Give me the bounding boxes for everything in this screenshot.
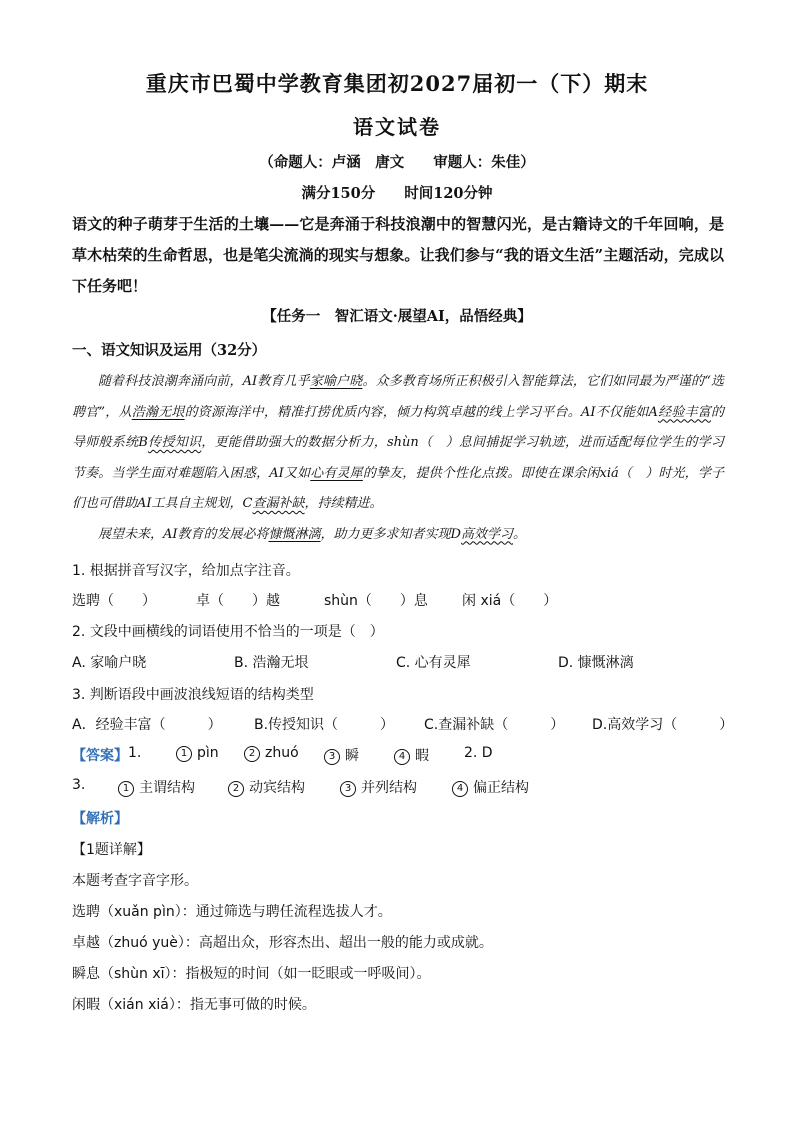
answer-value: 并列结构 xyxy=(361,780,417,796)
question-1-stem: 1. 根据拼音写汉字，给加点字注音。 xyxy=(72,563,300,579)
circled-number: 2 xyxy=(228,781,244,797)
passage-text: 的资源海洋中，精准打捞优质内容，倾力构筑卓越的线上学习平台。AI不仅能如A xyxy=(184,404,658,420)
analysis-line-2: 选聘（xuǎn pìn）：通过筛选与聘任流程选拔人才。 xyxy=(72,904,392,920)
wavy-phrase: 高效学习 xyxy=(460,526,513,542)
analysis-line-3: 卓越（zhuó yuè）：高超出众，形容杰出、超出一般的能力或成就。 xyxy=(72,935,493,951)
answer-row-2 xyxy=(72,777,724,797)
answer-3-item-3 xyxy=(340,777,417,797)
q2-option-a: A. 家喻户晓 xyxy=(72,655,147,671)
answer-1-item-4 xyxy=(394,745,429,765)
wavy-phrase: 查漏补缺 xyxy=(252,496,305,511)
analysis-line-4: 瞬息（shùn xī）：指极短的时间（如一眨眼或一呼吸间）。 xyxy=(72,966,431,982)
passage-text: ，助力更多求知者实现D xyxy=(320,526,461,542)
answer-value: pìn xyxy=(197,745,219,761)
reading-passage xyxy=(72,367,724,550)
passage-paragraph-1 xyxy=(72,367,724,520)
q3-option-c: C.查漏补缺（ ） xyxy=(424,717,565,733)
q2-option-b: B. 浩瀚无垠 xyxy=(234,655,309,671)
answer-label: 【答案】 xyxy=(72,748,128,764)
answer-2: 2. D xyxy=(464,745,493,761)
question-2-stem: 2. 文段中画横线的词语使用不恰当的一项是（ ） xyxy=(72,624,384,640)
answer-row-1 xyxy=(72,745,724,765)
q3-option-a: A．经验丰富（ ） xyxy=(72,717,222,733)
passage-text: 展望未来，AI教育的发展必将 xyxy=(98,526,269,542)
q3-option-d: D.高效学习（ ） xyxy=(592,717,734,733)
section-heading: 一、语文知识及运用（32分） xyxy=(72,342,267,359)
answer-value: 瞬 xyxy=(345,748,359,764)
question-1-items xyxy=(72,590,724,610)
underlined-phrase: 慷慨淋漓 xyxy=(268,526,321,542)
question-3-stem: 3. 判断语段中画波浪线短语的结构类型 xyxy=(72,687,314,703)
answer-3-prefix: 3. xyxy=(72,777,86,793)
circled-number: 3 xyxy=(324,749,340,765)
question-3-options xyxy=(72,714,734,734)
q1-item-1: 选聘（ ） xyxy=(72,593,156,609)
passage-text: ，更能借助强大的数据分析力，shùn（ ）息间捕捉学习轨迹，进而适配每位学生的学习节奏。当学生面对难题陷入困惑，AI又如 xyxy=(72,435,724,481)
q2-option-c: C. 心有灵犀 xyxy=(396,655,471,671)
q1-item-2: 卓（ ）越 xyxy=(196,593,280,609)
answer-1-prefix: 1. xyxy=(128,745,142,761)
answer-3-item-2 xyxy=(228,777,305,797)
passage-text: ，持续精进。 xyxy=(304,496,383,511)
answer-1-item-3 xyxy=(324,745,359,765)
exam-title: 重庆市巴蜀中学教育集团初2027届初一（下）期末 xyxy=(145,71,649,96)
passage-text: 的挚友，提供个性化点拨。即使在课余闲xiá（ ）时光，学子们也可借助AI工具自主规划，C xyxy=(72,465,724,511)
circled-number: 4 xyxy=(452,781,468,797)
answer-value: 动宾结构 xyxy=(249,780,305,796)
underlined-phrase: 家喻户晓 xyxy=(309,374,363,389)
q3-option-b: B.传授知识（ ） xyxy=(254,717,395,733)
analysis-line-5: 闲暇（xián xiá）：指无事可做的时候。 xyxy=(72,997,316,1013)
passage-text: 随着科技浪潮奔涌向前，AI教育几乎 xyxy=(98,374,310,389)
analysis-sub-label: 【1题详解】 xyxy=(72,842,151,858)
answer-3-item-4 xyxy=(452,777,529,797)
exam-score-time: 满分150分 时间120分钟 xyxy=(301,185,493,202)
q2-option-d: D. 慷慨淋漓 xyxy=(558,655,634,671)
answer-value: zhuó xyxy=(265,745,299,761)
underlined-phrase: 心有灵犀 xyxy=(310,465,363,481)
answer-1-item-1 xyxy=(176,745,219,762)
answer-1-item-2 xyxy=(244,745,299,762)
circled-number: 1 xyxy=(176,746,192,762)
q1-item-4: 闲 xiá（ ） xyxy=(462,593,558,609)
circled-number: 1 xyxy=(118,781,134,797)
analysis-line-1: 本题考查字音字形。 xyxy=(72,873,198,889)
analysis-label: 【解析】 xyxy=(72,811,128,827)
passage-paragraph-2 xyxy=(72,520,724,551)
intro-paragraph: 语文的种子萌芽于生活的土壤——它是奔涌于科技浪潮中的智慧闪光，是古籍诗文的千年回响，是草木枯荣的生命哲思，也是笔尖流淌的现实与想象。让我们参与“我的语文生活”主题活动，完成以下任务吧！ xyxy=(72,215,724,295)
circled-number: 3 xyxy=(340,781,356,797)
answer-3-item-1 xyxy=(118,777,195,797)
answer-value: 偏正结构 xyxy=(473,780,529,796)
exam-subtitle: 语文试卷 xyxy=(353,115,441,139)
wavy-phrase: 传授知识 xyxy=(147,435,202,450)
passage-text: 。 xyxy=(513,526,527,542)
wavy-phrase: 经验丰富 xyxy=(657,404,711,420)
answer-value: 主谓结构 xyxy=(139,780,195,796)
exam-authors: （命题人：卢涵 唐文 审题人：朱佳） xyxy=(259,154,535,171)
circled-number: 2 xyxy=(244,746,260,762)
task-heading: 【任务一 智汇语文·展望AI，品悟经典】 xyxy=(262,308,532,325)
circled-number: 4 xyxy=(394,749,410,765)
passage-text: 的导师般系统B xyxy=(72,404,724,450)
q1-item-3: shùn（ ）息 xyxy=(324,593,428,609)
question-2-options xyxy=(72,652,724,672)
underlined-phrase: 浩瀚无垠 xyxy=(131,404,185,420)
answer-value: 暇 xyxy=(415,748,429,764)
passage-text: 。众多教育场所正积极引入智能算法，它们如同最为严谨的“选聘官”，从 xyxy=(72,374,724,420)
